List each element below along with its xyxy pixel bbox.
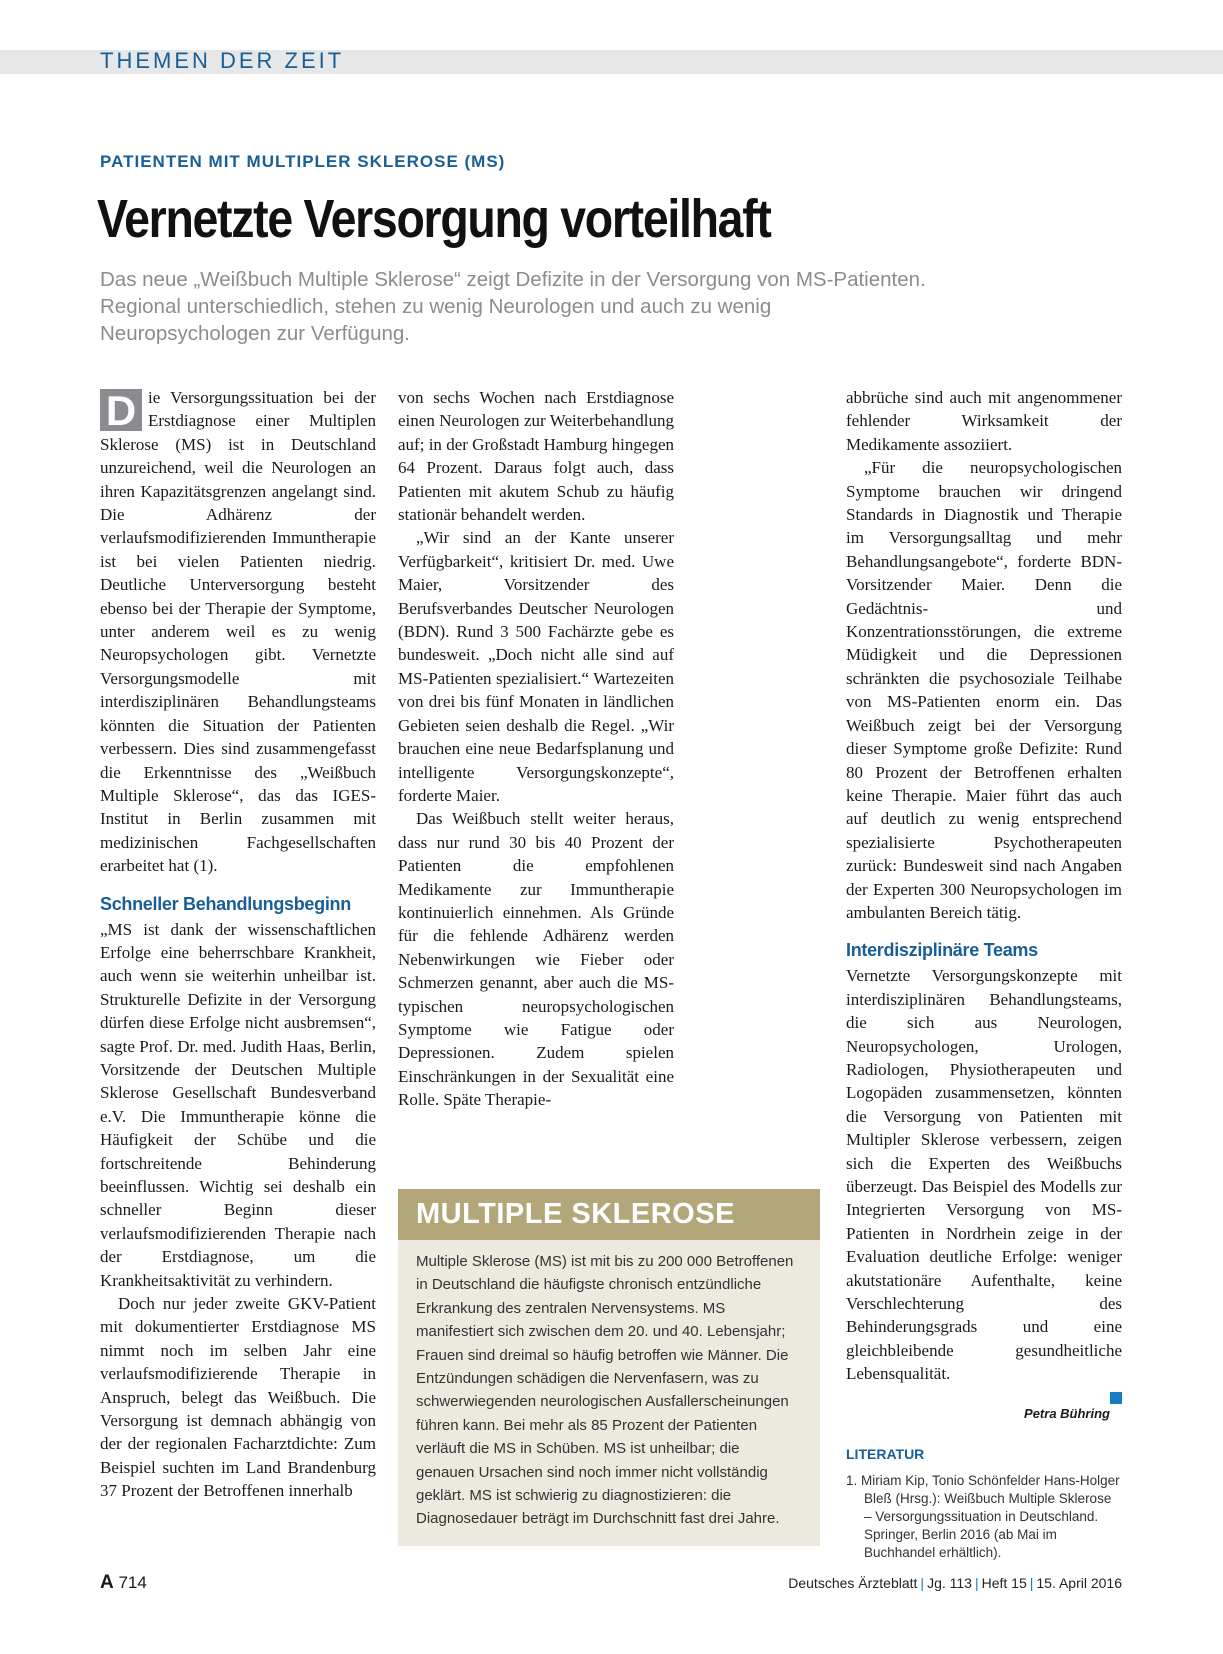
info-box-title: MULTIPLE SKLEROSE xyxy=(398,1189,820,1240)
separator: | xyxy=(920,1575,925,1591)
paragraph-intro-text: ie Versorgungssituation bei der Erstdiagnose einer Multiplen Sklerose (MS) ist in Deutschland unzureichend, weil die Neurologen an ihren Kapazitätsgrenzen angelangt sind. Die Adhärenz der verlaufsmodifizierenden Immuntherapie ist bei vielen Patienten niedrig. Deutliche Unterversorgung besteht ebenso bei der Therapie der Symptome, unter anderem weil es zu wenig Neuropsychologen gibt. Vernetzte Versorgungsmodelle mit interdisziplinären Behandlungsteams könnten die Situation der Patienten verbessern. Dies sind zusammengefasst die Erkenntnisse des „Weißbuch Multiple Sklerose“, das das IGES-Institut in Berlin zusammen mit medizinischen Fachgesellschaften erarbeitet hat (1). xyxy=(100,388,376,876)
subhead-schneller-behandlungsbeginn: Schneller Behandlungsbeginn xyxy=(100,893,351,914)
info-box-text: Multiple Sklerose (MS) ist mit bis zu 200 000 Betroffenen in Deutschland die häufigste chronisch entzündliche Erkrankung des zentralen Nervensystems. MS manifestiert sich zwischen dem 20. und 40. Lebensjahr; Frauen sind dreimal so häufig betroffen wie Männer. Die Entzündungen schädigen die Nervenfasern, was zu schwerwiegenden neurologischen Ausfallerscheinungen führen kann. Bei mehr als 85 Prozent der Patienten verläuft die MS in Schüben. MS ist unheilbar; die genauen Ursachen sind noch immer nicht vollständig geklärt. MS ist schwierig zu diagnostizieren: die Diagnosedauer beträgt im Durchschnitt fast drei Jahre. xyxy=(416,1253,794,1528)
article-kicker: PATIENTEN MIT MULTIPLER SKLEROSE (MS) xyxy=(100,152,506,171)
paragraph: von sechs Wochen nach Erstdiagnose einen Neurologen zur Weiterbehandlung auf; in der Großstadt Hamburg hingegen 64 Prozent. Daraus folgt auch, dass Patienten mit akutem Schub zu häufig stationär behandelt werden. xyxy=(398,388,674,525)
paragraph: „Wir sind an der Kante unserer Verfügbarkeit“, kritisiert Dr. med. Uwe Maier, Vorsitzender des Berufsverbandes Deutscher Neurologen (BDN). Rund 3 500 Fachärzte gebe es bundesweit. „Doch nicht alle sind auf MS-Patienten spezialisiert.“ Wartezeiten von drei bis fünf Monaten in ländlichen Gebieten seien deshalb die Regel. „Wir brauchen eine neue Bedarfsplanung und intelligente Versorgungskonzepte“, forderte Maier. xyxy=(398,528,674,805)
author-byline: Petra Bühring xyxy=(1024,1405,1110,1421)
separator: | xyxy=(1029,1575,1034,1591)
paragraph: Das Weißbuch stellt weiter heraus, dass nur rund 30 bis 40 Prozent der Patienten die empfohlenen Medikamente zur Immuntherapie kontinuierlich einnehmen. Als Gründe für die fehlende Adhärenz werden Nebenwirkungen wie Fieber oder Schmerzen genannt, aber auch die MS-typischen neuropsychologischen Symptome wie Fatigue oder Depressionen. Zudem spielen Einschränkungen in der Sexualität eine Rolle. Späte Therapie- xyxy=(398,809,674,1110)
journal-name: Deutsches Ärzteblatt xyxy=(788,1575,918,1591)
end-mark-row xyxy=(846,1386,1122,1400)
drop-cap: D xyxy=(100,389,142,431)
article-headline: Vernetzte Versorgung vorteilhaft xyxy=(97,189,771,249)
paragraph: „MS ist dank der wissenschaftlichen Erfolge eine beherrschbare Krankheit, auch wenn sie weiterhin unheilbar ist. Strukturelle Defizite in der Versorgung dürfen diese Erfolge nicht ausbremsen“, sagte Prof. Dr. med. Judith Haas, Berlin, Vorsitzende der Deutschen Multiple Sklerose Gesellschaft Bundesverband e.V. Die Immuntherapie könne die Häufigkeit der Schübe und die fortschreitende Behinderung beeinflussen. Wichtig sei deshalb ein schneller Beginn dieser verlaufsmodifizierenden Therapie nach der Erstdiagnose, um die Krankheitsaktivität zu verhindern. xyxy=(100,919,376,1290)
text-column-3 xyxy=(846,386,1122,1562)
paragraph: „Für die neuropsychologischen Symptome brauchen wir dringend Standards in Diagnostik und Therapie im Versorgungsalltag und mehr Behandlungsangebote“, forderte BDN-Vorsitzender Maier. Denn die Gedächtnis- und Konzentrationsstörungen, die extreme Müdigkeit und die Depressionen schränkten die psychosoziale Teilhabe von MS-Patienten enorm ein. Das Weißbuch zeigt bei der Versorgung dieser Symptome große Defizite: Rund 80 Prozent der Betroffenen erhalten keine Therapie. Maier führt das auch auf deutlich zu wenig entsprechend spezialisierte Psychotherapeuten zurück: Bundesweit sind nach Angaben der Experten 300 Neuropsychologen im ambulanten Bereich tätig. xyxy=(846,458,1122,922)
subhead-interdisziplinaere-teams: Interdisziplinäre Teams xyxy=(846,940,1038,961)
text-column-2 xyxy=(398,386,674,1112)
end-mark-square xyxy=(1110,1392,1122,1404)
separator: | xyxy=(974,1575,979,1591)
paragraph: Doch nur jeder zweite GKV-Patient mit dokumentierter Erstdiagnose MS nimmt noch im selben Jahr eine verlaufsmodifizierende Therapie in Anspruch, belegt das Weißbuch. Die Versorgung ist demnach abhängig von der der regionalen Facharztdichte: Zum Beispiel suchten im Land Brandenburg 37 Prozent der Betroffenen innerhalb xyxy=(100,1294,376,1501)
journal-issue: Heft 15 xyxy=(981,1575,1027,1591)
info-box-multiple-sklerose xyxy=(398,1189,820,1546)
footer-citation xyxy=(788,1575,1122,1591)
journal-volume: Jg. 113 xyxy=(927,1575,972,1591)
text-column-1 xyxy=(100,386,376,1503)
paragraph-intro xyxy=(100,386,376,878)
journal-date: 15. April 2016 xyxy=(1036,1575,1122,1591)
literature-item: 1. Miriam Kip, Tonio Schönfelder Hans-Holger Bleß (Hrsg.): Weißbuch Multiple Sklerose – Versorgungssituation in Deutschland. Springer, Berlin 2016 (ab Mai im Buchhandel erhältlich). xyxy=(846,1473,1120,1561)
paragraph: abbrüche sind auch mit angenommener fehlender Wirksamkeit der Medikamente assoziiert. xyxy=(846,388,1122,454)
page-number xyxy=(100,1572,147,1594)
article-lead: Das neue „Weißbuch Multiple Sklerose“ zeigt Defizite in der Versorgung von MS-Patienten. Regional unterschiedlich, stehen zu wenig Neurologen und auch zu wenig Neuropsychologen zur Verfügung. xyxy=(100,268,926,345)
paragraph: Vernetzte Versorgungskonzepte mit interdisziplinären Behandlungsteams, die sich aus Neurologen, Neuropsychologen, Urologen, Radiologen, Physiotherapeuten und Logopäden zusammensetzen, könnten die Versorgung von Patienten mit Multipler Sklerose verbessern, zeigen sich die Experten des Weißbuchs überzeugt. Das Beispiel des Modells zur Integrierten Versorgung von MS-Patienten in Nordrhein zeige in der Evaluation deutliche Erfolge: weniger akutstationäre Aufenthalte, keine Verschlechterung des Behinderungsgrads und eine gleichbleibende gesundheitliche Lebensqualität. xyxy=(846,966,1122,1384)
page-number-value: 714 xyxy=(118,1573,147,1592)
page-prefix: A xyxy=(100,1572,114,1593)
literature-heading: LITERATUR xyxy=(846,1446,925,1463)
section-label: THEMEN DER ZEIT xyxy=(100,48,345,73)
